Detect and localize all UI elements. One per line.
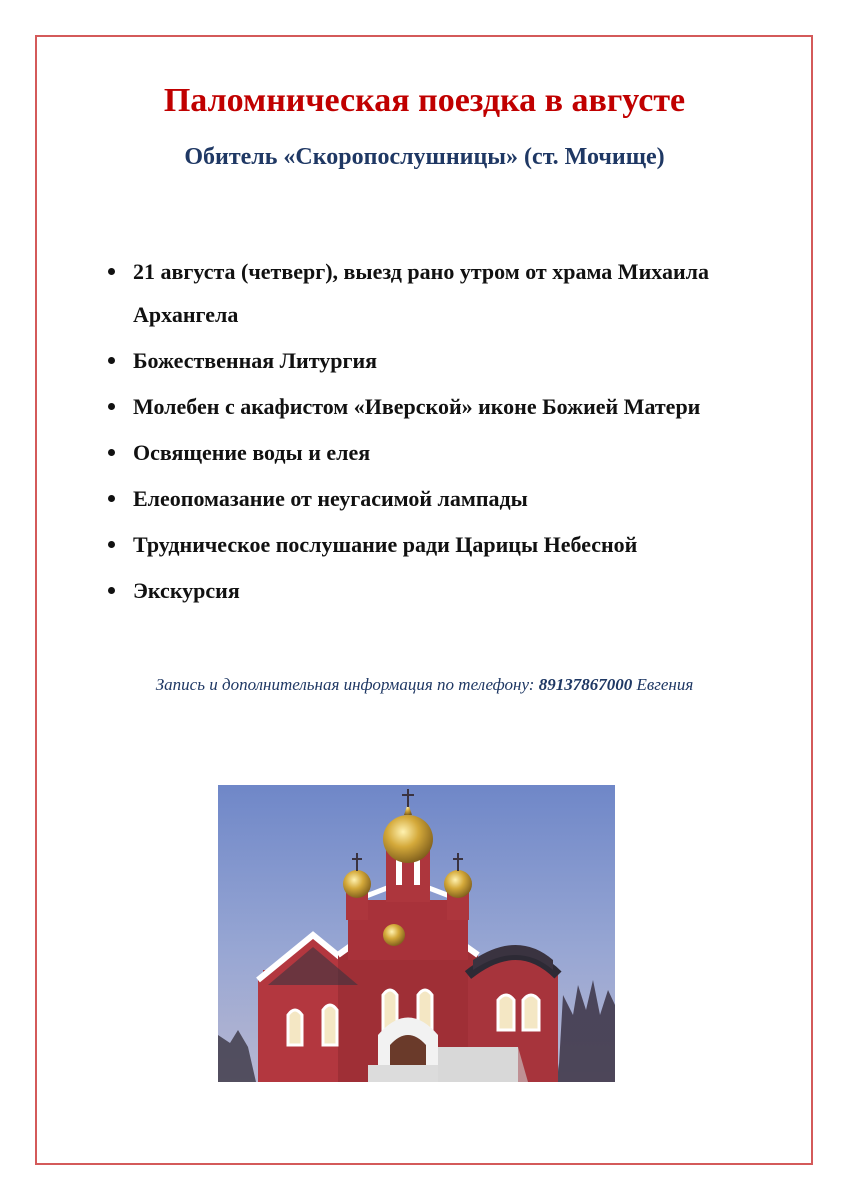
list-item-text: Освящение воды и елея [133, 440, 371, 465]
list-item [104, 339, 744, 382]
list-item-text: Елеопомазание от неугасимой лампады [133, 486, 528, 511]
schedule-list [104, 250, 744, 615]
list-item [104, 250, 744, 336]
bullet-icon [108, 449, 115, 456]
bullet-icon [108, 268, 115, 275]
list-item-text: 21 августа (четверг), выезд рано утром от храма Михаила Архангела [133, 259, 709, 327]
bullet-icon [108, 357, 115, 364]
list-item-text: Трудническое послушание ради Царицы Небесной [133, 532, 638, 557]
list-item [104, 385, 744, 428]
list-item [104, 523, 744, 566]
contact-phone: 89137867000 [538, 675, 633, 694]
contact-text: Запись и дополнительная информация по телефону: [155, 675, 535, 694]
list-item-text: Божественная Литургия [133, 348, 378, 373]
bullet-icon [108, 495, 115, 502]
list-item [104, 477, 744, 520]
list-item-text: Экскурсия [133, 578, 240, 603]
bullet-icon [108, 541, 115, 548]
list-item-text: Молебен с акафистом «Иверской» иконе Божией Матери [133, 394, 701, 419]
list-item [104, 569, 744, 612]
page-title: Паломническая поездка в августе [163, 82, 686, 119]
bullet-icon [108, 403, 115, 410]
page-subtitle: Обитель «Скоропослушницы» (ст. Мочище) [184, 144, 665, 170]
contact-info [0, 675, 849, 695]
contact-name: Евгения [636, 675, 694, 694]
church-photo [218, 785, 615, 1082]
bullet-icon [108, 587, 115, 594]
list-item [104, 431, 744, 474]
